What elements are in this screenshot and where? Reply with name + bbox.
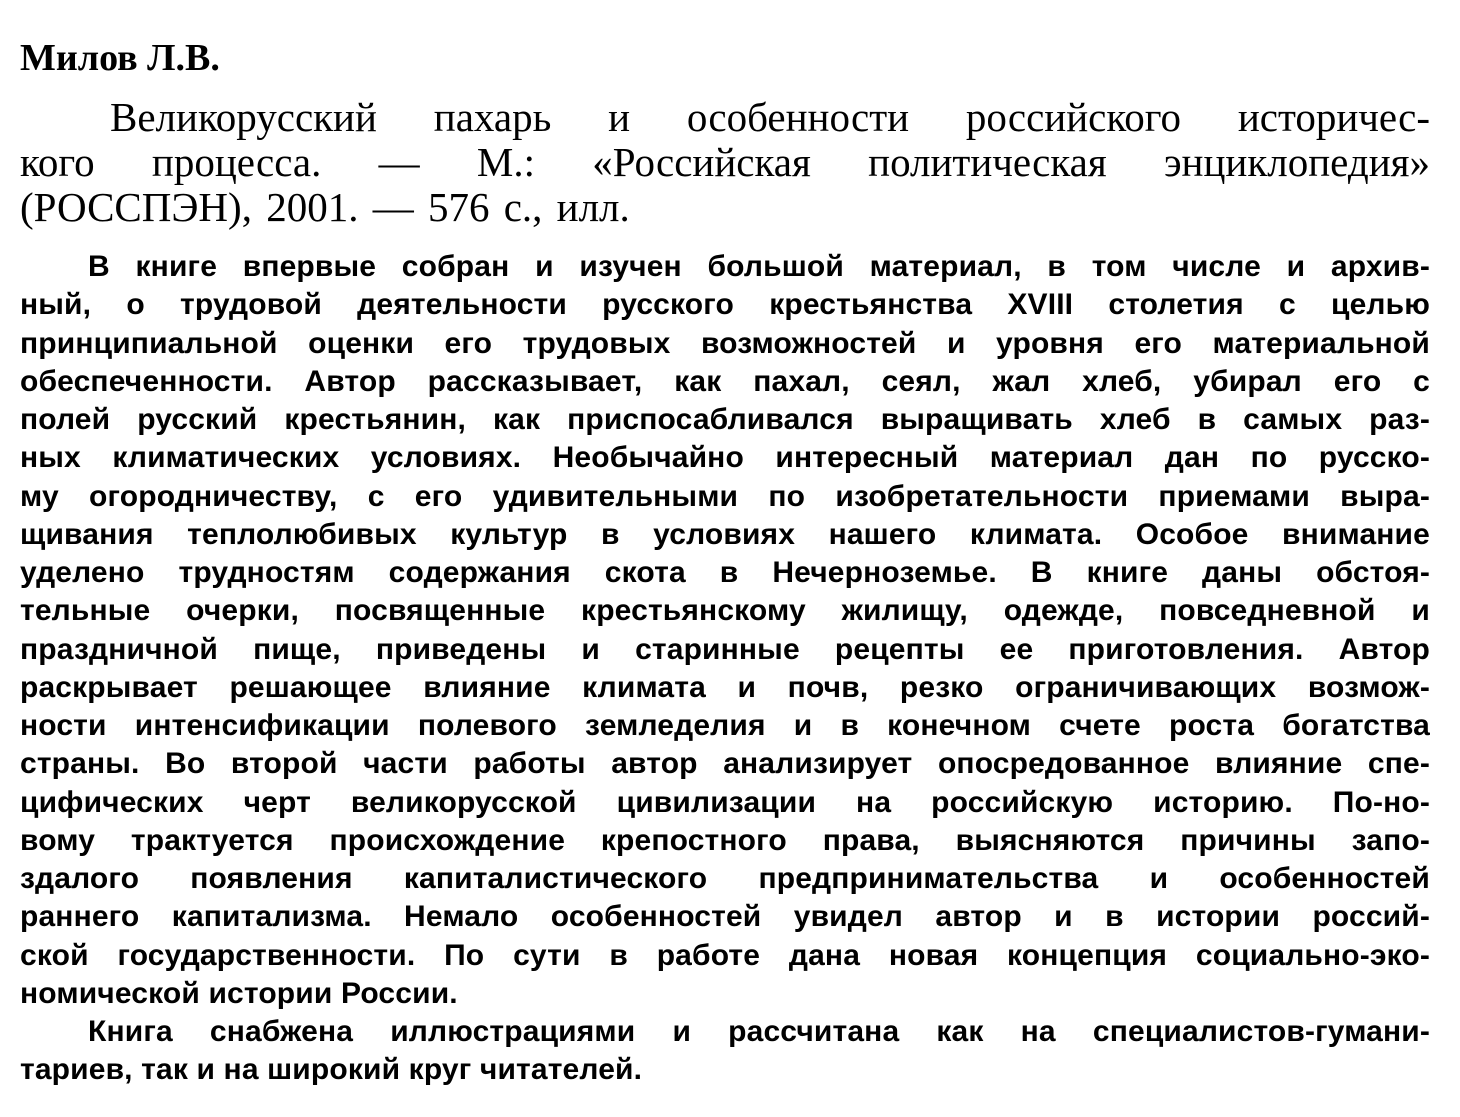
abstract-line: ности интенсификации полевого земледелия и в конечном счете роста богатства xyxy=(20,709,1430,742)
bibliographic-citation xyxy=(20,95,1430,230)
abstract-line: тариев, так и на широкий круг читателей. xyxy=(20,1053,643,1087)
abstract-line: раннего капитализма. Немало особенностей увидел автор и в истории россий- xyxy=(20,900,1430,934)
abstract-line: праздничной пище, приведены и старинные рецепты ее приготовления. Автор xyxy=(20,632,1430,666)
abstract-line: цифических черт великорусской цивилизации на российскую историю. По-но- xyxy=(20,785,1430,819)
abstract-line: му огородничеству, с его удивительными по изобретательности приемами выра- xyxy=(20,479,1430,513)
abstract-line: раскрывает решающее влияние климата и почв, резко ограничивающих возмож- xyxy=(20,670,1430,704)
abstract-line: обеспеченности. Автор рассказывает, как пахал, сеял, жал хлеб, убирал его с xyxy=(20,364,1430,398)
abstract-line: уделено трудностям содержания скота в Нечерноземье. В книге даны обстоя- xyxy=(20,556,1430,589)
abstract-line: ской государственности. По сути в работе дана новая концепция социально-эко- xyxy=(20,938,1430,972)
abstract-line: принципиальной оценки его трудовых возможностей и уровня его материальной xyxy=(20,326,1430,360)
abstract-line: здалого появления капиталистического предпринимательства и особенностей xyxy=(20,862,1430,895)
abstract-line: ный, о трудовой деятельности русского крестьянства XVIII столетия с целью xyxy=(20,288,1430,322)
abstract-line: номической истории России. xyxy=(20,976,458,1010)
author-name: Милов Л.В. xyxy=(20,37,220,79)
abstract-line: В книге впервые собран и изучен большой материал, в том числе и архив- xyxy=(88,250,1430,283)
citation-line: кого процесса. — М.: «Российская политическая энциклопедия» xyxy=(20,140,1430,185)
abstract-line: полей русский крестьянин, как приспосабливался выращивать хлеб в самых раз- xyxy=(20,403,1430,436)
abstract-line: страны. Во второй части работы автор анализирует опосредованное влияние спе- xyxy=(20,747,1430,781)
abstract-line: ных климатических условиях. Необычайно интересный материал дан по русско- xyxy=(20,441,1430,475)
citation-line: (РОССПЭН), 2001. — 576 с., илл. xyxy=(20,185,630,230)
abstract-line: вому трактуется происхождение крепостного права, выясняются причины запо- xyxy=(20,823,1430,857)
abstract-line: щивания теплолюбивых культур в условиях нашего климата. Особое внимание xyxy=(20,517,1430,551)
abstract-line: Книга снабжена иллюстрациями и рассчитана как на специалистов-гумани- xyxy=(88,1015,1430,1048)
citation-line: Великорусский пахарь и особенности российского историчес- xyxy=(110,95,1430,140)
abstract-line: тельные очерки, посвященные крестьянскому жилищу, одежде, повседневной и xyxy=(20,594,1430,628)
book-abstract xyxy=(20,248,1430,1090)
